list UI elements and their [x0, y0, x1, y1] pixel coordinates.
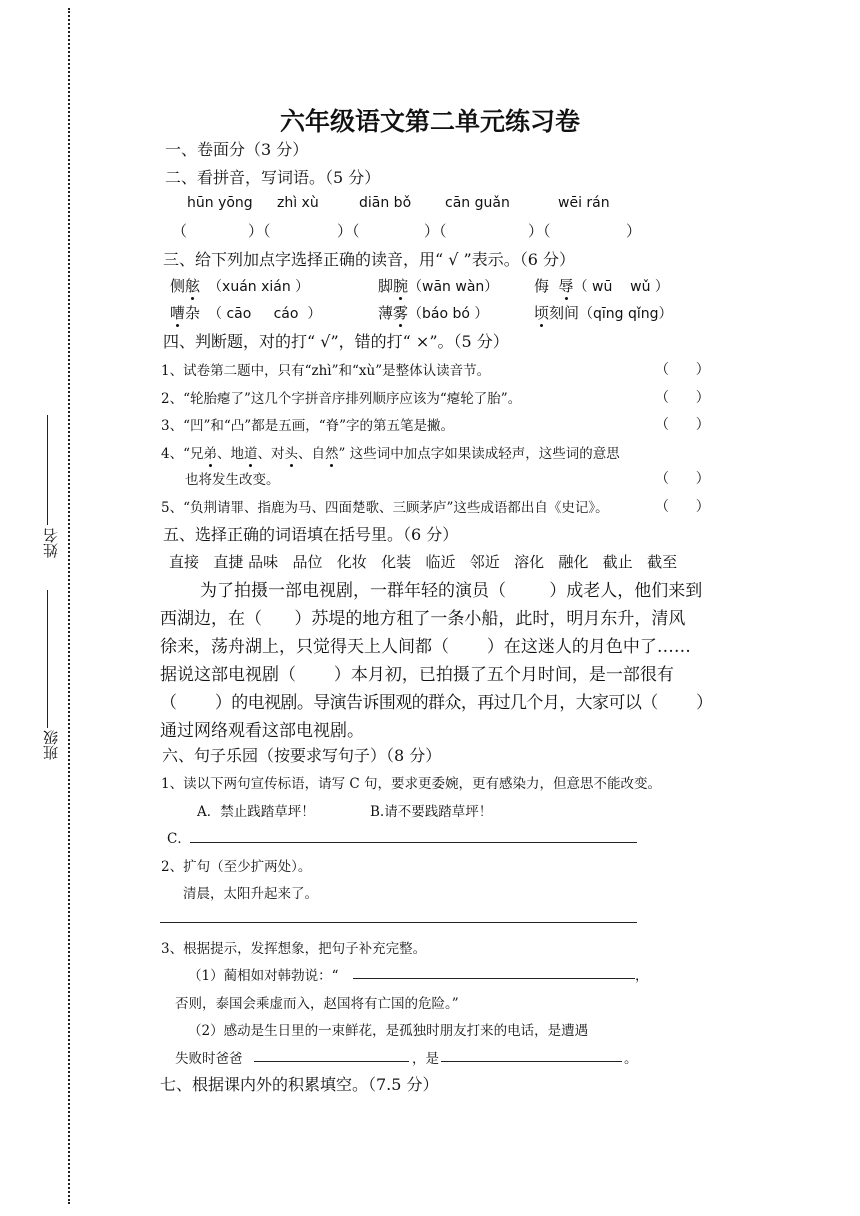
dotted-char: 舷 — [185, 277, 201, 295]
dotted-char: 顷 — [534, 304, 550, 322]
passage-line-3: 徐来，荡舟湖上，只觉得天上人间都（ ）在这迷人的月色中了…… — [160, 637, 691, 657]
name-blank[interactable] — [47, 415, 48, 525]
section-7-heading: 七、根据课内外的积累填空。（7.5 分） — [160, 1075, 439, 1094]
judge-item-3: 3、“凹”和“凸”都是五画，“脊”字的第五笔是撇。 — [161, 418, 454, 434]
dotted-char: 嘈 — [170, 304, 186, 322]
word-bank — [169, 551, 677, 572]
question-2: 2、扩句（至少扩两处）。 — [161, 859, 312, 875]
answer-line[interactable] — [353, 978, 635, 979]
word-option: 化装 — [381, 553, 412, 571]
pinyin-4: cān guǎn — [445, 195, 510, 211]
section-6-heading: 六、句子乐园（按要求写句子）（8 分） — [162, 746, 442, 765]
dotted-char: 辱 — [558, 277, 574, 295]
pinyin-2: zhì xù — [277, 195, 319, 211]
word-option: 品味 — [248, 553, 279, 571]
passage-line-6: 通过网络观看这部电视剧。 — [160, 721, 364, 741]
section-4-heading: 四、判断题，对的打“ √”，错的打“ ×”。（5 分） — [163, 332, 509, 351]
word-option: 融化 — [558, 553, 589, 571]
word-option: 直捷 — [213, 553, 244, 571]
word-option: 邻近 — [469, 553, 500, 571]
passage-line-5: （ ）的电视剧。导演告诉围观的群众，再过几个月，大家可以（ ） — [160, 693, 713, 713]
judge-item-5: 5、“负荆请罪、指鹿为马、四面楚歌、三顾茅庐”这些成语都出自《史记》。 — [161, 500, 609, 516]
section-2-heading: 二、看拼音，写词语。（5 分） — [165, 168, 381, 187]
judge-answer-1[interactable]: （ ） — [655, 362, 710, 378]
question-3: 3、根据提示，发挥想象，把句子补充完整。 — [161, 941, 427, 957]
judge-answer-3[interactable]: （ ） — [655, 417, 710, 433]
answer-line[interactable] — [160, 922, 637, 923]
q3a-prefix: （1）蔺相如对韩勃说：“ — [188, 968, 339, 984]
judge-answer-2[interactable]: （ ） — [655, 390, 710, 406]
pinyin-1: hūn yōng — [187, 195, 253, 211]
slogan-c-label: C． — [167, 831, 191, 847]
q3b-mid: ，是 — [412, 1051, 439, 1067]
answer-line[interactable] — [190, 842, 637, 843]
q3b-prefix: 失败时爸爸 — [175, 1051, 243, 1067]
judge-answer-4[interactable]: （ ） — [655, 471, 710, 487]
reading-item-3[interactable]: 侮 辱（ wū wǔ ） — [534, 277, 669, 295]
dotted-char: 弟 — [203, 446, 217, 462]
word-option: 截止 — [602, 553, 633, 571]
reading-item-2[interactable]: 脚腕（wān wàn） — [378, 277, 499, 295]
word-option: 品位 — [292, 553, 323, 571]
word-option: 溶化 — [514, 553, 545, 571]
answer-bracket[interactable]: ）（ — [337, 222, 360, 240]
dotted-char: 道 — [244, 446, 258, 462]
answer-bracket[interactable]: ）（ — [248, 222, 271, 240]
pinyin-5: wēi rán — [558, 195, 610, 211]
word-option: 临近 — [425, 553, 456, 571]
page-title: 六年级语文第二单元练习卷 — [279, 107, 580, 136]
dotted-char: 然 — [325, 446, 339, 462]
passage-line-1: 为了拍摄一部电视剧，一群年轻的演员（ ）成老人，他们来到 — [200, 581, 703, 601]
section-3-heading: 三、给下列加点字选择正确的读音，用“ √ ”表示。（6 分） — [163, 250, 575, 269]
section-5-heading: 五、选择正确的词语填在括号里。（6 分） — [163, 525, 459, 544]
class-blank[interactable] — [47, 590, 48, 728]
word-option: 截至 — [647, 553, 678, 571]
sentence-to-expand: 清晨，太阳升起来了。 — [183, 886, 318, 902]
answer-bracket[interactable]: ） — [626, 222, 642, 240]
judge-item-4: 4、“兄弟、地道、对头、自然” 这些词中加点字如果读成轻声，这些词的意思 — [161, 446, 620, 462]
judge-item-4-cont: 也将发生改变。 — [185, 472, 280, 488]
q3a-line2: 否则，泰国会乘虚而入，赵国将有亡国的危险。” — [175, 996, 459, 1012]
question-1: 1、读以下两句宣传标语，请写 C 句，要求更委婉，更有感染力，但意思不能改变。 — [161, 776, 661, 792]
binding-dotted-line — [68, 8, 70, 1204]
reading-item-1[interactable]: 侧舷 （xuán xián ） — [170, 277, 310, 295]
class-label: 班级 — [42, 730, 60, 760]
q3b-end: 。 — [624, 1051, 638, 1067]
q3b: （2）感动是生日里的一束鲜花，是孤独时朋友打来的电话，是遭遇 — [188, 1023, 589, 1039]
judge-item-2: 2、“轮胎瘪了”这几个字拼音序排列顺序应该为“瘪轮了胎”。 — [161, 391, 522, 407]
answer-bracket[interactable]: （ — [172, 222, 188, 240]
slogan-b: B.请不要践踏草坪！ — [370, 804, 493, 820]
q3a-suffix: ， — [635, 968, 649, 984]
passage-line-2: 西湖边，在（ ）苏堤的地方租了一条小船，此时，明月东升，清风 — [160, 609, 686, 629]
slogan-a: A．禁止践踏草坪！ — [197, 804, 315, 820]
passage-line-4: 据说这部电视剧（ ）本月初，已拍摄了五个月时间，是一部很有 — [160, 665, 674, 685]
dotted-char: 腕 — [393, 277, 409, 295]
answer-line[interactable] — [254, 1061, 409, 1062]
word-option: 直接 — [169, 553, 200, 571]
section-1-heading: 一、卷面分（3 分） — [165, 140, 309, 159]
answer-bracket[interactable]: ）（ — [424, 222, 447, 240]
dotted-char: 头 — [284, 446, 298, 462]
dotted-char: 雾 — [393, 304, 409, 322]
reading-item-5[interactable]: 薄雾（báo bó ） — [378, 304, 489, 322]
name-label: 姓名 — [42, 528, 60, 558]
reading-item-6[interactable]: 顷刻间（qīng qǐng） — [534, 304, 673, 322]
judge-answer-5[interactable]: （ ） — [655, 499, 710, 515]
answer-bracket[interactable]: ）（ — [528, 222, 551, 240]
answer-line[interactable] — [441, 1061, 622, 1062]
reading-item-4[interactable]: 嘈杂 （ cāo cáo ） — [170, 304, 322, 322]
pinyin-3: diān bǒ — [359, 195, 412, 211]
judge-item-1: 1、试卷第二题中，只有“zhì”和“xù”是整体认读音节。 — [161, 363, 491, 379]
word-option: 化妆 — [336, 553, 367, 571]
